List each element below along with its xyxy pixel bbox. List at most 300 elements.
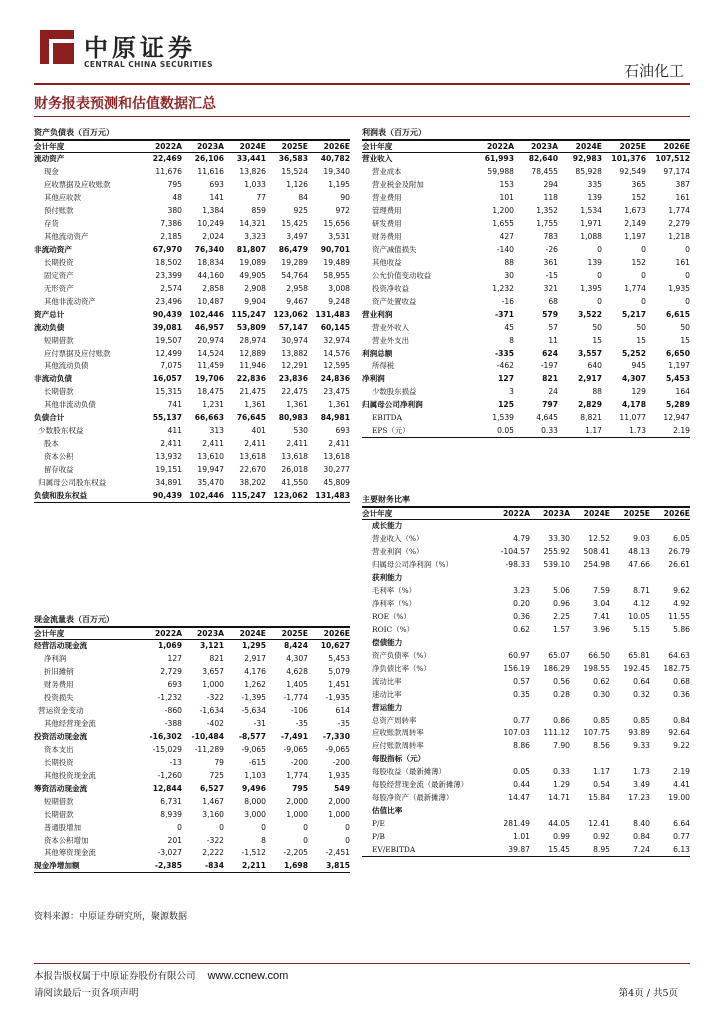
row-label: 普通股增加 xyxy=(44,822,81,832)
cell-value: 11 xyxy=(548,335,558,345)
table-row xyxy=(34,640,350,653)
cell-value: 821 xyxy=(542,374,558,384)
cell-value: 321 xyxy=(543,283,558,293)
table-row xyxy=(34,692,350,705)
row-label: 管理费用 xyxy=(372,206,402,216)
cell-value: 2,149 xyxy=(624,219,646,229)
cell-value: 19,089 xyxy=(239,257,266,267)
table-row xyxy=(362,689,690,702)
cell-value: 9.03 xyxy=(633,534,650,544)
row-label: 应付账款周转率 xyxy=(372,741,424,751)
column-header: 2024E xyxy=(239,141,266,151)
cell-value: 539.10 xyxy=(543,560,570,570)
row-label: 其他应收款 xyxy=(44,193,81,203)
row-label: 长期投资 xyxy=(44,257,74,267)
table-row xyxy=(362,844,690,857)
cell-value: 2,411 xyxy=(286,439,308,449)
cell-value: 0 xyxy=(641,270,646,280)
cell-value: 48.13 xyxy=(628,547,650,557)
cell-value: 7,075 xyxy=(160,361,182,371)
cell-value: 129 xyxy=(631,387,646,397)
cell-value: 1,195 xyxy=(328,180,350,190)
cell-value: 3 xyxy=(509,387,514,397)
cell-value: 783 xyxy=(543,232,558,242)
cell-value: 2,958 xyxy=(286,283,308,293)
cell-value: 92,549 xyxy=(619,167,646,177)
table-row xyxy=(34,464,350,477)
table-row xyxy=(34,822,350,835)
cell-value: 0.36 xyxy=(513,612,530,621)
cell-value: 48 xyxy=(172,193,182,203)
column-header: 2025E xyxy=(623,508,650,518)
cell-value: 14,321 xyxy=(239,219,266,229)
cell-value: 93.89 xyxy=(628,728,650,738)
cell-value: 3,121 xyxy=(199,641,224,651)
table-row xyxy=(362,153,690,166)
cell-value: 0 xyxy=(345,835,350,845)
cell-value: 3.04 xyxy=(593,599,610,609)
cell-value: -15,029 xyxy=(152,744,182,754)
row-label: 其他收益 xyxy=(372,257,402,267)
cell-value: -1,512 xyxy=(241,848,266,858)
cell-value: 61,993 xyxy=(484,154,514,164)
cell-value: 624 xyxy=(542,348,558,358)
cell-value: 7.59 xyxy=(593,586,610,596)
table-row xyxy=(34,653,350,666)
cell-value: 123,062 xyxy=(273,490,308,500)
cell-value: 88 xyxy=(592,387,602,397)
cell-value: 725 xyxy=(209,770,224,780)
cell-value: 0 xyxy=(345,822,350,832)
table-row xyxy=(362,322,690,335)
cell-value: 12.52 xyxy=(588,534,610,544)
cell-value: 9,248 xyxy=(328,296,350,306)
cell-value: 614 xyxy=(335,706,350,716)
row-label: 资产负债率（%） xyxy=(372,650,431,660)
row-label: 股本 xyxy=(44,439,59,449)
table-row xyxy=(34,257,350,270)
cell-value: 0 xyxy=(685,270,690,280)
row-label: 筹资活动现金流 xyxy=(34,783,88,793)
table-row xyxy=(362,766,690,779)
cell-value: 0.77 xyxy=(673,831,690,841)
row-label: 留存收益 xyxy=(44,464,74,474)
cell-value: -1,774 xyxy=(283,693,308,703)
row-label: 资产总计 xyxy=(34,309,65,319)
row-label: 每股收益（最新摊薄） xyxy=(372,767,446,777)
table-caption: 利润表（百万元） xyxy=(362,128,426,137)
cell-value: 141 xyxy=(209,193,224,203)
cell-value: 45 xyxy=(504,322,514,332)
column-header: 2025E xyxy=(281,628,308,638)
table-row xyxy=(34,231,350,244)
cell-value: 3.23 xyxy=(513,586,530,596)
table-row xyxy=(362,792,690,805)
cell-value: 3,815 xyxy=(325,861,350,871)
cell-value: -16 xyxy=(501,296,514,306)
cell-value: 1,126 xyxy=(286,180,308,190)
row-label: 归属母公司股东权益 xyxy=(38,477,107,487)
row-label: 其他投资现金流 xyxy=(44,770,96,780)
column-header: 2025E xyxy=(281,141,308,151)
cell-value: 11,946 xyxy=(239,361,266,371)
cell-value: 15.84 xyxy=(588,793,610,803)
cell-value: 1.17 xyxy=(593,767,610,777)
cell-value: 15,425 xyxy=(281,219,308,229)
cell-value: 13,882 xyxy=(281,348,308,358)
cell-value: -9,065 xyxy=(241,744,266,754)
cell-value: 9.33 xyxy=(633,741,650,751)
cell-value: 22,670 xyxy=(239,464,266,474)
cell-value: 0.84 xyxy=(633,831,650,841)
cell-value: 1,361 xyxy=(328,400,350,410)
cell-value: 0.56 xyxy=(553,676,570,686)
cell-value: 60,145 xyxy=(320,322,350,332)
cell-value: 107,512 xyxy=(655,154,690,164)
cell-value: 8,939 xyxy=(160,809,182,819)
title-divider xyxy=(34,116,690,117)
cell-value: 0.35 xyxy=(513,689,530,699)
table-row xyxy=(34,296,350,309)
section-row xyxy=(362,520,690,533)
cell-value: 797 xyxy=(542,400,558,410)
cell-value: 693 xyxy=(335,426,350,436)
cell-value: 32,974 xyxy=(323,335,350,345)
section-row xyxy=(362,702,690,715)
table-row xyxy=(362,727,690,740)
cell-value: 201 xyxy=(167,835,182,845)
cell-value: 1,000 xyxy=(202,680,224,690)
cell-value: 84,981 xyxy=(320,413,350,423)
cell-value: 361 xyxy=(543,257,558,267)
cell-value: 67,970 xyxy=(152,245,182,254)
table-row xyxy=(34,731,350,744)
cell-value: 7.24 xyxy=(633,844,650,854)
cell-value: 1,033 xyxy=(244,180,266,190)
row-label: 流动资产 xyxy=(34,154,65,164)
cell-value: 380 xyxy=(167,206,182,216)
copyright-text: 本报告版权属于中原证券股份有限公司 xyxy=(34,971,196,982)
column-header: 2022A xyxy=(486,141,514,151)
table-row xyxy=(362,348,690,361)
table-row xyxy=(362,412,690,425)
row-label: 少数股东损益 xyxy=(372,387,417,397)
table-row xyxy=(362,676,690,689)
cell-value: 8 xyxy=(261,835,266,845)
cell-value: 0 xyxy=(685,296,690,306)
table-row xyxy=(362,335,690,348)
table-row xyxy=(34,386,350,399)
cell-value: 1,451 xyxy=(328,680,350,690)
cell-value: 0.92 xyxy=(593,831,610,841)
cell-value: -462 xyxy=(496,361,514,371)
table-row xyxy=(362,779,690,792)
table-row xyxy=(362,244,690,257)
cell-value: 1,262 xyxy=(244,680,266,690)
cell-value: 2,729 xyxy=(160,667,182,677)
row-label: 其他流动资产 xyxy=(44,232,89,242)
header-label: 会计年度 xyxy=(34,141,65,151)
cell-value: 508.41 xyxy=(583,547,610,557)
row-label: 其他非流动负债 xyxy=(44,400,96,410)
cell-value: 1,197 xyxy=(624,232,646,242)
cell-value: 9.62 xyxy=(673,586,690,596)
column-header: 2023A xyxy=(196,141,224,151)
cell-value: 30,277 xyxy=(323,464,350,474)
table-header-row xyxy=(362,508,690,521)
cell-value: 66,663 xyxy=(194,413,224,423)
row-label: ROE（%） xyxy=(372,612,411,621)
table-caption: 主要财务比率 xyxy=(362,495,410,504)
data-source-note: 资料来源：中原证券研究所，聚源数据 xyxy=(34,912,188,922)
column-header: 2022A xyxy=(154,141,182,151)
cell-value: 15 xyxy=(680,335,690,345)
cell-value: 0.33 xyxy=(541,426,558,436)
cell-value: 15,524 xyxy=(281,167,308,177)
cell-value: 5,289 xyxy=(665,400,690,410)
cell-value: 4.92 xyxy=(673,599,690,609)
cell-value: 57,147 xyxy=(278,322,308,332)
cell-value: -200 xyxy=(332,757,350,767)
cell-value: 4,628 xyxy=(286,667,308,677)
row-label: 存货 xyxy=(44,219,59,229)
row-label: 净利润 xyxy=(362,374,385,384)
cell-value: 192.45 xyxy=(623,663,650,673)
cell-value: 33.30 xyxy=(548,534,570,544)
cell-value: 12,947 xyxy=(663,413,690,423)
cell-value: -388 xyxy=(164,719,182,729)
cell-value: 30 xyxy=(504,270,514,280)
cell-value: 6,650 xyxy=(665,348,690,358)
cell-value: 15,656 xyxy=(323,219,350,229)
row-label: 应付票据及应付账款 xyxy=(44,348,111,358)
row-label: 营业利润（%） xyxy=(372,547,424,557)
row-label: EBITDA xyxy=(372,413,402,423)
column-header: 2026E xyxy=(663,141,690,151)
section-row xyxy=(362,753,690,766)
row-label: 每股净资产（最新摊薄） xyxy=(372,793,454,803)
row-label: 估值比率 xyxy=(372,806,403,816)
cell-value: -9,065 xyxy=(283,744,308,754)
row-label: 营业收入（%） xyxy=(372,534,424,544)
cell-value: -35 xyxy=(337,719,350,729)
row-label: 毛利率（%） xyxy=(372,586,416,596)
row-label: 折旧摊销 xyxy=(44,667,74,677)
cell-value: -140 xyxy=(496,245,514,254)
cell-value: -7,330 xyxy=(322,732,350,741)
cell-value: 1,232 xyxy=(492,283,514,293)
cell-value: 0 xyxy=(641,296,646,306)
row-label: 获利能力 xyxy=(372,573,403,583)
key-ratios-table xyxy=(362,494,690,857)
cell-value: 0.68 xyxy=(673,676,690,686)
cell-value: 77 xyxy=(256,193,266,203)
cell-value: 15 xyxy=(592,335,602,345)
cell-value: 972 xyxy=(335,206,350,216)
cell-value: -615 xyxy=(248,757,266,767)
cell-value: 14.47 xyxy=(508,793,530,803)
cell-value: 90,439 xyxy=(152,309,182,319)
cell-value: 182.75 xyxy=(663,663,690,673)
cell-value: 55,137 xyxy=(152,413,182,423)
cell-value: 101,376 xyxy=(611,154,646,164)
cell-value: 8.95 xyxy=(593,844,610,854)
cell-value: 795 xyxy=(167,180,182,190)
cell-value: 22,475 xyxy=(281,387,308,397)
cell-value: 0 xyxy=(303,835,308,845)
cell-value: 90 xyxy=(340,193,350,203)
cell-value: 640 xyxy=(587,361,602,371)
row-label: 所得税 xyxy=(372,361,395,371)
cell-value: 11,077 xyxy=(619,413,646,423)
website-link[interactable]: www.ccnew.com xyxy=(207,970,289,982)
row-label: EV/EBITDA xyxy=(372,844,416,854)
cell-value: 3,000 xyxy=(244,809,266,819)
table-row xyxy=(362,231,690,244)
cell-value: -402 xyxy=(206,719,224,729)
cell-value: 2,917 xyxy=(244,654,266,664)
row-label: 归属母公司净利润 xyxy=(362,400,423,410)
cell-value: 139 xyxy=(587,257,602,267)
column-header: 2026E xyxy=(663,508,690,518)
income-statement-table xyxy=(362,127,690,438)
cell-value: 7,386 xyxy=(160,219,182,229)
cell-value: 34,891 xyxy=(155,477,182,487)
cell-value: 1,698 xyxy=(283,861,308,871)
cell-value: 0 xyxy=(597,245,602,254)
cell-value: 10,627 xyxy=(320,641,350,651)
cell-value: -2,205 xyxy=(283,848,308,858)
cell-value: 0.28 xyxy=(553,689,570,699)
cell-value: 19,289 xyxy=(281,257,308,267)
cell-value: 1,534 xyxy=(580,206,602,216)
table-row xyxy=(362,257,690,270)
cell-value: 1,971 xyxy=(580,219,602,229)
cell-value: 127 xyxy=(498,374,514,384)
table-row xyxy=(362,373,690,386)
cell-value: 1,774 xyxy=(624,283,646,293)
cell-value: 1,103 xyxy=(244,770,266,780)
cell-value: 54,764 xyxy=(281,270,308,280)
cell-value: 6,731 xyxy=(160,796,182,806)
cell-value: 3,160 xyxy=(202,809,224,819)
cell-value: 65.07 xyxy=(548,650,570,660)
cell-value: -322 xyxy=(206,835,224,845)
row-label: 非流动资产 xyxy=(34,245,72,254)
cell-value: 26.79 xyxy=(668,547,690,557)
cell-value: 92.64 xyxy=(668,728,690,738)
cell-value: 741 xyxy=(167,400,182,410)
cell-value: 1,467 xyxy=(202,796,224,806)
cell-value: 40,782 xyxy=(320,154,350,164)
cell-value: 14,576 xyxy=(323,348,350,358)
cell-value: 1.73 xyxy=(629,426,646,436)
cell-value: 5,079 xyxy=(328,667,350,677)
table-row xyxy=(34,309,350,322)
cell-value: 13,618 xyxy=(281,452,308,461)
cell-value: -1,935 xyxy=(325,693,350,703)
cell-value: 2,411 xyxy=(202,439,224,449)
cell-value: 131,483 xyxy=(315,309,350,319)
row-label: 营业费用 xyxy=(372,193,402,203)
cell-value: 50 xyxy=(680,322,690,332)
cell-value: 90,701 xyxy=(320,245,350,254)
cell-value: 44.05 xyxy=(548,819,570,828)
cell-value: 39,081 xyxy=(152,322,182,332)
row-label: 速动比率 xyxy=(372,689,402,699)
cell-value: 153 xyxy=(499,180,514,190)
row-label: 其他流动负债 xyxy=(44,361,89,371)
cell-value: 8,821 xyxy=(580,413,602,423)
table-row xyxy=(362,179,690,192)
cell-value: 1.57 xyxy=(553,624,570,634)
cell-value: 8.71 xyxy=(633,586,650,596)
cell-value: 2,222 xyxy=(202,848,224,858)
footer-copyright xyxy=(34,968,288,982)
cell-value: 164 xyxy=(675,387,690,397)
cell-value: 7.41 xyxy=(593,612,610,621)
cell-value: 1,361 xyxy=(244,400,266,410)
row-label: 利润总额 xyxy=(362,348,393,358)
table-row xyxy=(34,451,350,464)
table-row xyxy=(362,546,690,559)
cell-value: 1.29 xyxy=(553,780,570,790)
column-header: 2022A xyxy=(502,508,530,518)
cell-value: 12,291 xyxy=(281,361,308,371)
cell-value: 13,618 xyxy=(239,452,266,461)
cell-value: 0.32 xyxy=(633,689,650,699)
cell-value: 1,069 xyxy=(157,641,182,651)
cell-value: 23,836 xyxy=(278,374,308,384)
cell-value: -197 xyxy=(540,361,558,371)
cell-value: 2,411 xyxy=(328,439,350,449)
row-label: 资产处置收益 xyxy=(372,296,417,306)
sector-label: 石油化工 xyxy=(623,62,684,80)
cell-value: 3,657 xyxy=(202,667,224,677)
row-label: 总资产周转率 xyxy=(372,715,417,725)
cell-value: -5,634 xyxy=(241,706,266,716)
cell-value: 78,455 xyxy=(531,167,558,177)
cell-value: 26,106 xyxy=(194,154,224,164)
column-header: 2023A xyxy=(530,141,558,151)
cell-value: -335 xyxy=(494,348,514,358)
cell-value: 7.90 xyxy=(553,741,570,751)
table-row xyxy=(362,611,690,624)
cell-value: 0 xyxy=(597,296,602,306)
cell-value: 19,507 xyxy=(155,335,182,345)
cell-value: -10,484 xyxy=(191,732,224,741)
column-header: 2022A xyxy=(154,628,182,638)
cell-value: 4,178 xyxy=(621,400,646,410)
table-row xyxy=(34,335,350,348)
table-row xyxy=(362,296,690,309)
cell-value: 6.05 xyxy=(673,534,690,544)
section-row xyxy=(362,572,690,585)
table-row xyxy=(362,309,690,322)
row-label: 财务费用 xyxy=(372,232,402,242)
cell-value: 26,018 xyxy=(281,464,308,474)
table-row xyxy=(34,679,350,692)
cell-value: 24 xyxy=(548,387,558,397)
cell-value: 1.17 xyxy=(585,426,602,436)
table-row xyxy=(34,412,350,425)
table-row xyxy=(362,663,690,676)
cell-value: 86,479 xyxy=(278,245,308,254)
cell-value: 19,489 xyxy=(323,257,350,267)
cell-value: 0.85 xyxy=(633,715,650,725)
cell-value: 139 xyxy=(587,193,602,203)
cell-value: 1,755 xyxy=(536,219,558,229)
